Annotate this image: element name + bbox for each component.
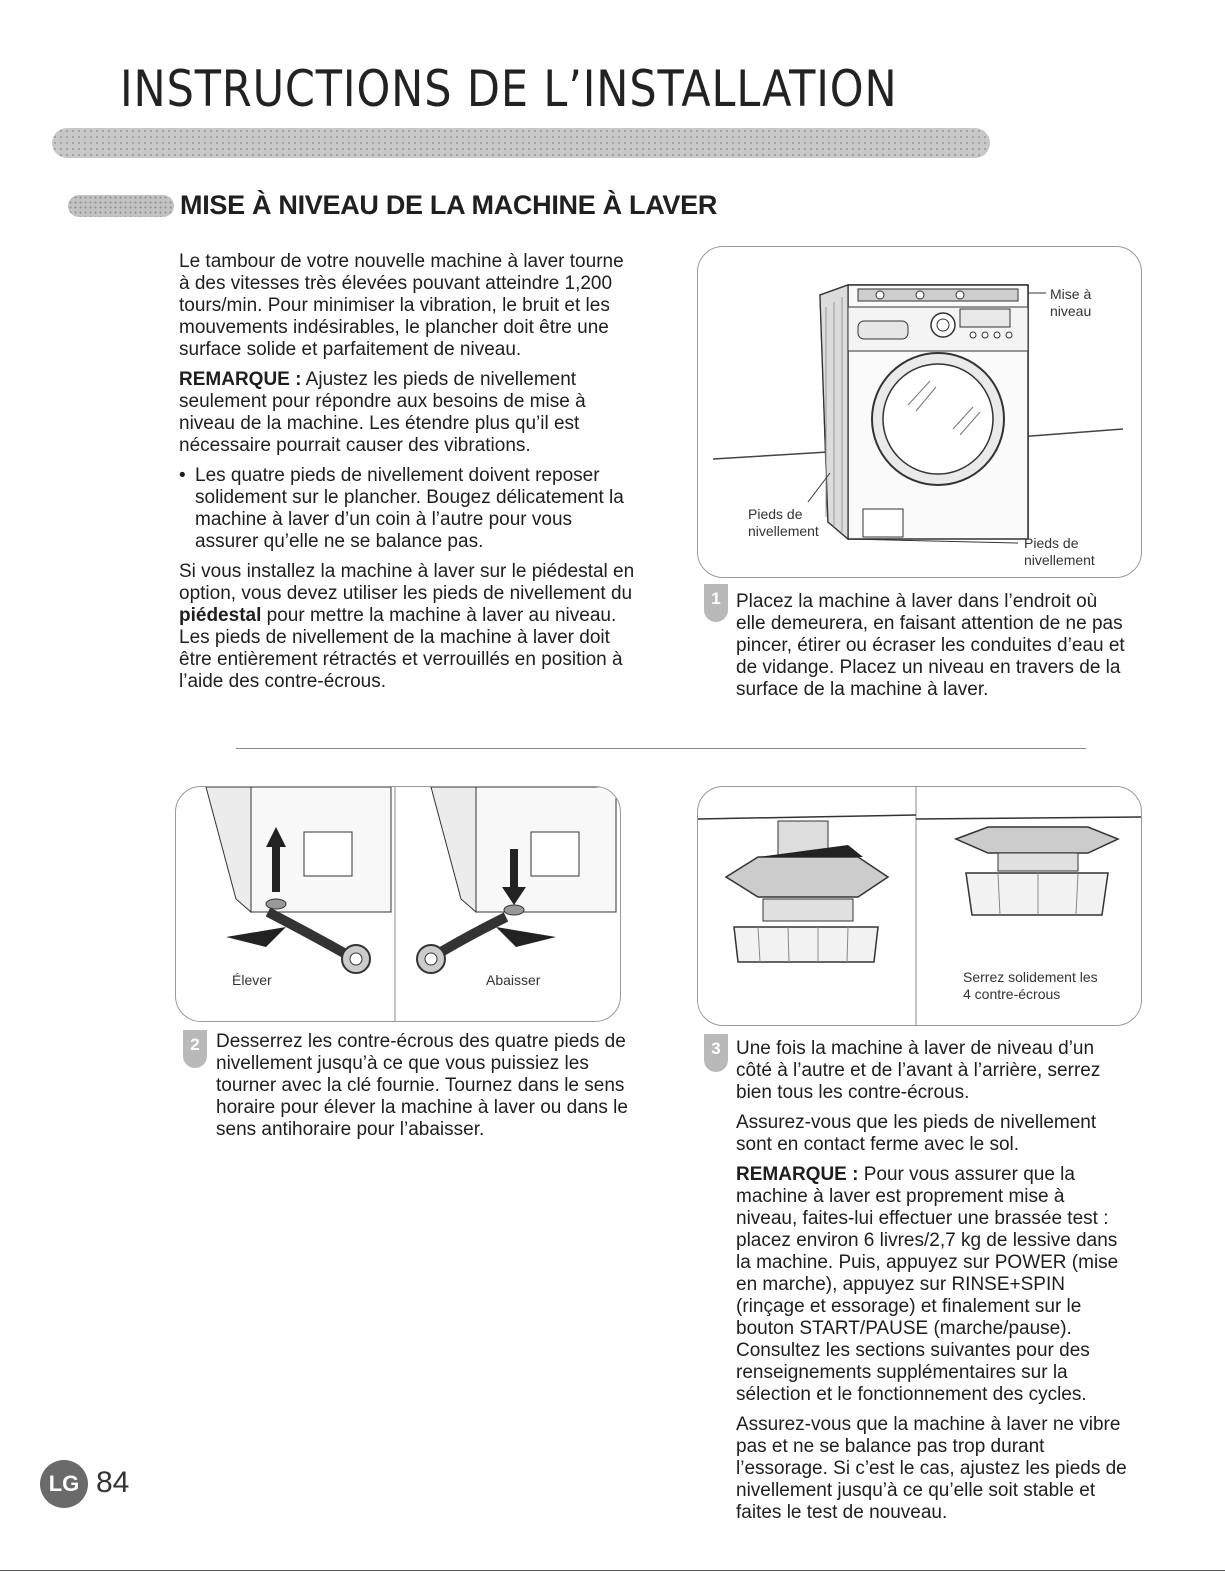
intro-note	[179, 369, 639, 457]
step3-note-label: REMARQUE :	[736, 1164, 859, 1185]
page-number: 84	[96, 1466, 130, 1499]
label-level-line2: niveau	[1050, 303, 1092, 319]
lg-logo-icon: LG	[40, 1460, 88, 1508]
pedestal-paragraph	[179, 561, 639, 693]
step2-text: Desserrez les contre-écrous des quatre pieds de nivellement jusqu’à ce que vous puissiez les tourner avec la clé fournie. Tournez dans le sens horaire pour élever la machine à laver ou dans le sens antihoraire pour l’abaisser.	[216, 1031, 628, 1140]
label-level	[1050, 286, 1091, 320]
label-lower: Abaisser	[486, 972, 541, 988]
step3-paragraph-4: Assurez-vous que la machine à laver ne vibre pas et ne se balance pas trop durant l’essorage. Si c’est le cas, ajustez les pieds de nivellement jusqu’à ce qu’elle soit stable et faites le test de nouveau.	[736, 1414, 1127, 1523]
intro-bullet-list	[179, 465, 639, 553]
title-decorative-bar	[52, 128, 990, 158]
label-raise: Élever	[232, 972, 272, 988]
label-feet-right	[1024, 535, 1095, 569]
step-badge-3: 3	[704, 1034, 728, 1072]
step3-paragraph-2: Assurez-vous que les pieds de nivellement sont en contact ferme avec le sol.	[736, 1112, 1097, 1155]
label-locknuts-line2: 4 contre-écrous	[963, 986, 1061, 1002]
label-feet-right-line1: Pieds de	[1024, 535, 1079, 551]
step3-note	[736, 1164, 1128, 1406]
pedestal-bold: piédestal	[179, 605, 262, 626]
label-feet-left-line2: nivellement	[748, 523, 819, 539]
figure-washer-level	[697, 246, 1142, 578]
label-level-line1: Mise à	[1050, 286, 1092, 302]
step3-note-text: Pour vous assurer que la machine à laver est proprement mise à niveau, faites-lui effectuer une brassée test : placez environ 6 livres/2,7 kg de lessive dans la machine. Puis, appuyez sur POWER (mise en marche), appuyez sur RINSE+SPIN (rinçage et essorage) et finalement sur le bouton START/PAUSE (marche/pause). Consultez les sections suivantes pour des renseignements supplémentaires sur la sélection et le fonctionnement des cycles.	[736, 1164, 1119, 1405]
section-divider	[236, 748, 1086, 749]
label-feet-left-line1: Pieds de	[748, 506, 803, 522]
step3-text	[736, 1038, 1128, 1532]
label-feet-right-line2: nivellement	[1024, 552, 1095, 568]
step1-text: Placez la machine à laver dans l’endroit où elle demeurera, en faisant attention de ne pas pincer, étirer ou écraser les conduites d’eau et de vidange. Placez un niveau en travers de la surface de la machine à laver.	[736, 591, 1125, 700]
list-item: • Les quatre pieds de nivellement doivent reposer solidement sur le plancher. Bougez délicatement la machine à laver d’un coin à l’autre pour vous assurer qu’elle ne se balance pas.	[179, 465, 639, 553]
label-locknuts	[963, 969, 1098, 1003]
pedestal-text-a: Si vous installez la machine à laver sur le piédestal en option, vous devez utiliser les pieds de nivellement du	[179, 561, 635, 604]
intro-paragraph: Le tambour de votre nouvelle machine à laver tourne à des vitesses très élevées pouvant atteindre 1,200 tours/min. Pour minimiser la vibration, le bruit et les mouvements indésirables, le plancher doit être une surface solide et parfaitement de niveau.	[179, 251, 624, 360]
section-heading: MISE À NIVEAU DE LA MACHINE À LAVER	[180, 190, 718, 220]
note-text: Ajustez les pieds de nivellement seulement pour répondre aux besoins de mise à niveau de la machine. Les étendre plus qu’il est nécessaire pourrait causer des vibrations.	[179, 369, 586, 456]
figure-locknuts	[697, 786, 1142, 1026]
section-marker-pill	[68, 195, 174, 217]
figure-wrench-adjust	[175, 786, 621, 1022]
intro-column	[179, 251, 639, 701]
label-locknuts-line1: Serrez solidement les	[963, 969, 1098, 985]
pedestal-text-b: pour mettre la machine à laver au niveau. Les pieds de nivellement de la machine à laver doit être entièrement rétractés et verrouillés en position à l’aide des contre-écrous.	[179, 605, 623, 692]
step-badge-1: 1	[704, 584, 728, 622]
footer-rule	[0, 1570, 1225, 1571]
page-title: INSTRUCTIONS DE L’INSTALLATION	[120, 60, 898, 118]
label-feet-left	[748, 506, 819, 540]
note-label: REMARQUE :	[179, 369, 302, 390]
step-badge-2: 2	[183, 1030, 207, 1068]
step3-paragraph-1: Une fois la machine à laver de niveau d’un côté à l’autre et de l’avant à l’arrière, serrez bien tous les contre-écrous.	[736, 1038, 1101, 1103]
